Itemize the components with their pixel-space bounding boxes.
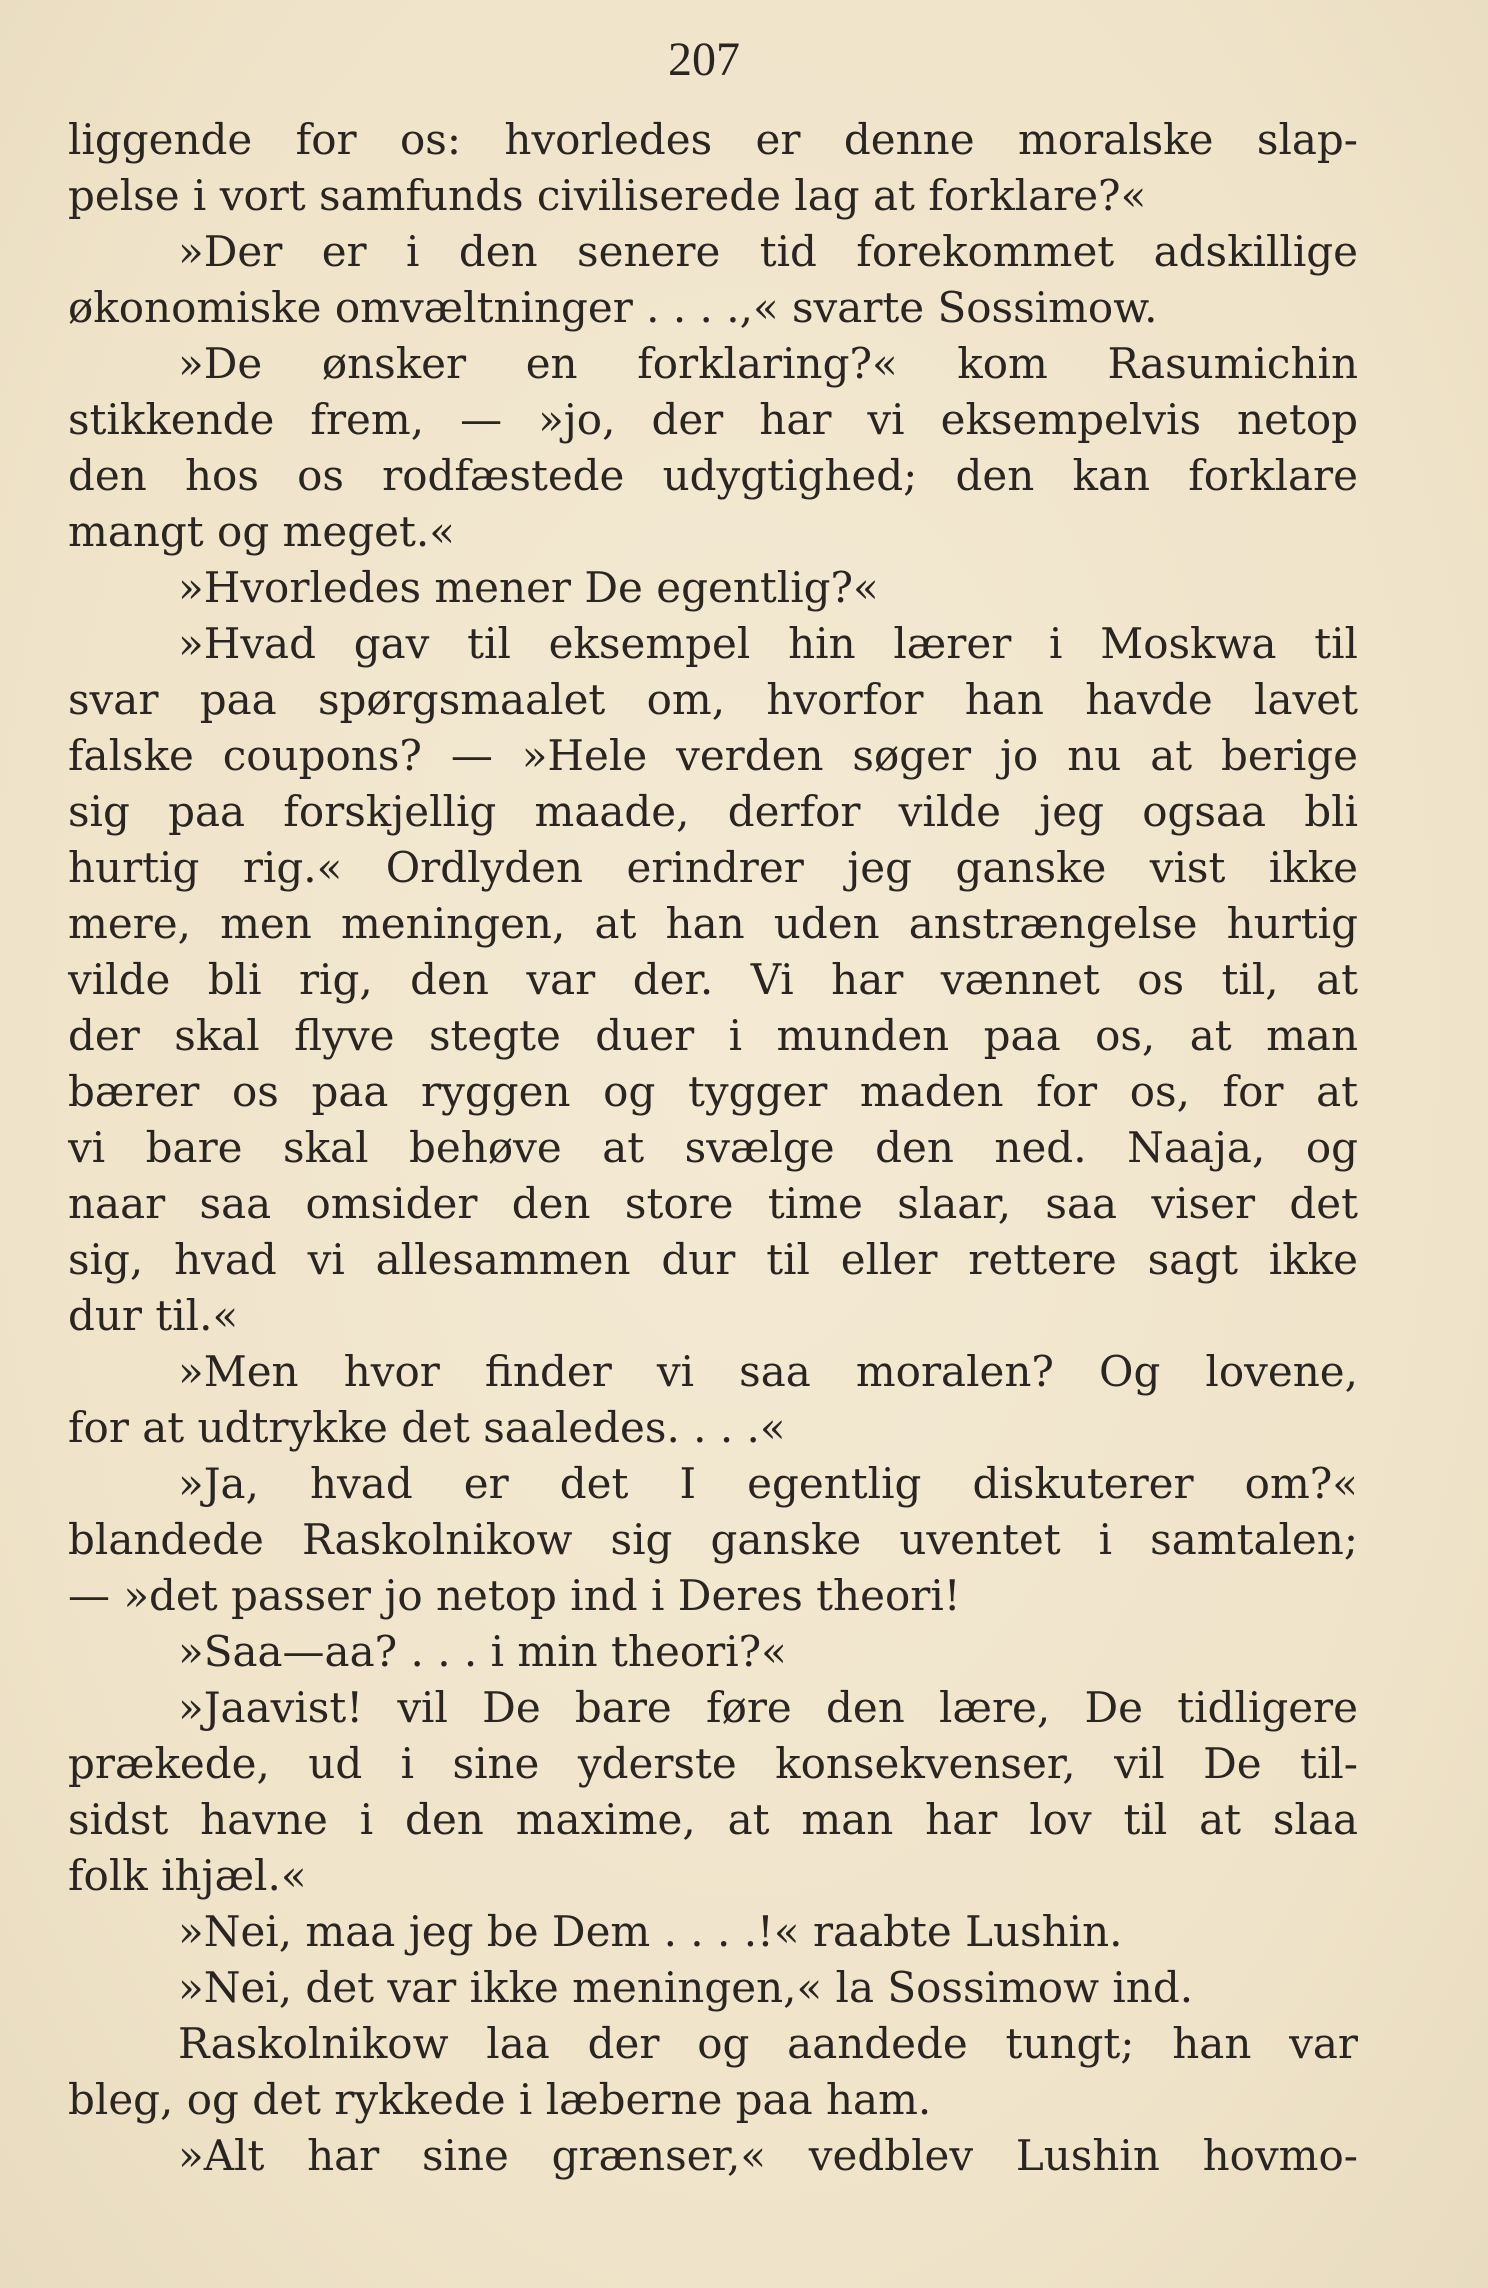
text-line: hurtig rig.« Ordlyden erindrer jeg ganske vist ikke bbox=[68, 843, 1358, 892]
text-line: pelse i vort samfunds civiliserede lag at forklare?« bbox=[68, 171, 1147, 220]
text-line: sig paa forskjellig maade, derfor vilde jeg ogsaa bli bbox=[68, 787, 1358, 836]
text-line: »Nei, det var ikke meningen,« la Sossimow ind. bbox=[178, 1963, 1194, 2012]
page-number: 207 bbox=[668, 33, 740, 86]
text-line: Raskolnikow laa der og aandede tungt; han var bbox=[178, 2019, 1358, 2068]
text-line: bleg, og det rykkede i læberne paa ham. bbox=[68, 2075, 932, 2124]
text-line: prækede, ud i sine yderste konsekvenser, vil De til- bbox=[68, 1739, 1358, 1788]
text-line: liggende for os: hvorledes er denne moralske slap- bbox=[68, 115, 1358, 164]
text-line: »Jaavist! vil De bare føre den lære, De tidligere bbox=[178, 1683, 1358, 1732]
text-line: folk ihjæl.« bbox=[68, 1851, 307, 1900]
text-line: sig, hvad vi allesammen dur til eller rettere sagt ikke bbox=[68, 1235, 1358, 1284]
text-line: »Men hvor finder vi saa moralen? Og lovene, bbox=[178, 1347, 1358, 1396]
text-line: mangt og meget.« bbox=[68, 507, 455, 556]
text-line: bærer os paa ryggen og tygger maden for os, for at bbox=[68, 1067, 1358, 1116]
text-line: »De ønsker en forklaring?« kom Rasumichin bbox=[178, 339, 1358, 388]
text-line: blandede Raskolnikow sig ganske uventet i samtalen; bbox=[68, 1515, 1358, 1564]
text-line: »Alt har sine grænser,« vedblev Lushin hovmo- bbox=[178, 2131, 1358, 2180]
text-line: dur til.« bbox=[68, 1291, 239, 1340]
text-line: »Hvad gav til eksempel hin lærer i Moskwa til bbox=[178, 619, 1358, 668]
text-line: stikkende frem, — »jo, der har vi eksempelvis netop bbox=[68, 395, 1358, 444]
body-text bbox=[68, 112, 1358, 2184]
text-line: der skal flyve stegte duer i munden paa os, at man bbox=[68, 1011, 1358, 1060]
text-line: den hos os rodfæstede udygtighed; den kan forklare bbox=[68, 451, 1358, 500]
text-line: »Der er i den senere tid forekommet adskillige bbox=[178, 227, 1358, 276]
text-line: naar saa omsider den store time slaar, saa viser det bbox=[68, 1179, 1358, 1228]
text-line: vi bare skal behøve at svælge den ned. Naaja, og bbox=[68, 1123, 1358, 1172]
text-line: »Nei, maa jeg be Dem . . . .!« raabte Lushin. bbox=[178, 1907, 1123, 1956]
text-line: falske coupons? — »Hele verden søger jo nu at berige bbox=[68, 731, 1358, 780]
text-line: vilde bli rig, den var der. Vi har vænnet os til, at bbox=[68, 955, 1358, 1004]
text-line: — »det passer jo netop ind i Deres theori! bbox=[68, 1571, 961, 1620]
text-line: »Hvorledes mener De egentlig?« bbox=[178, 563, 879, 612]
text-line: sidst havne i den maxime, at man har lov til at slaa bbox=[68, 1795, 1358, 1844]
text-line: mere, men meningen, at han uden anstrængelse hurtig bbox=[68, 899, 1358, 948]
text-line: »Saa—aa? . . . i min theori?« bbox=[178, 1627, 787, 1676]
text-line: økonomiske omvæltninger . . . .,« svarte Sossimow. bbox=[68, 283, 1158, 332]
text-line: »Ja, hvad er det I egentlig diskuterer om?« bbox=[178, 1459, 1358, 1508]
text-line: svar paa spørgsmaalet om, hvorfor han havde lavet bbox=[68, 675, 1358, 724]
text-line: for at udtrykke det saaledes. . . .« bbox=[68, 1403, 786, 1452]
